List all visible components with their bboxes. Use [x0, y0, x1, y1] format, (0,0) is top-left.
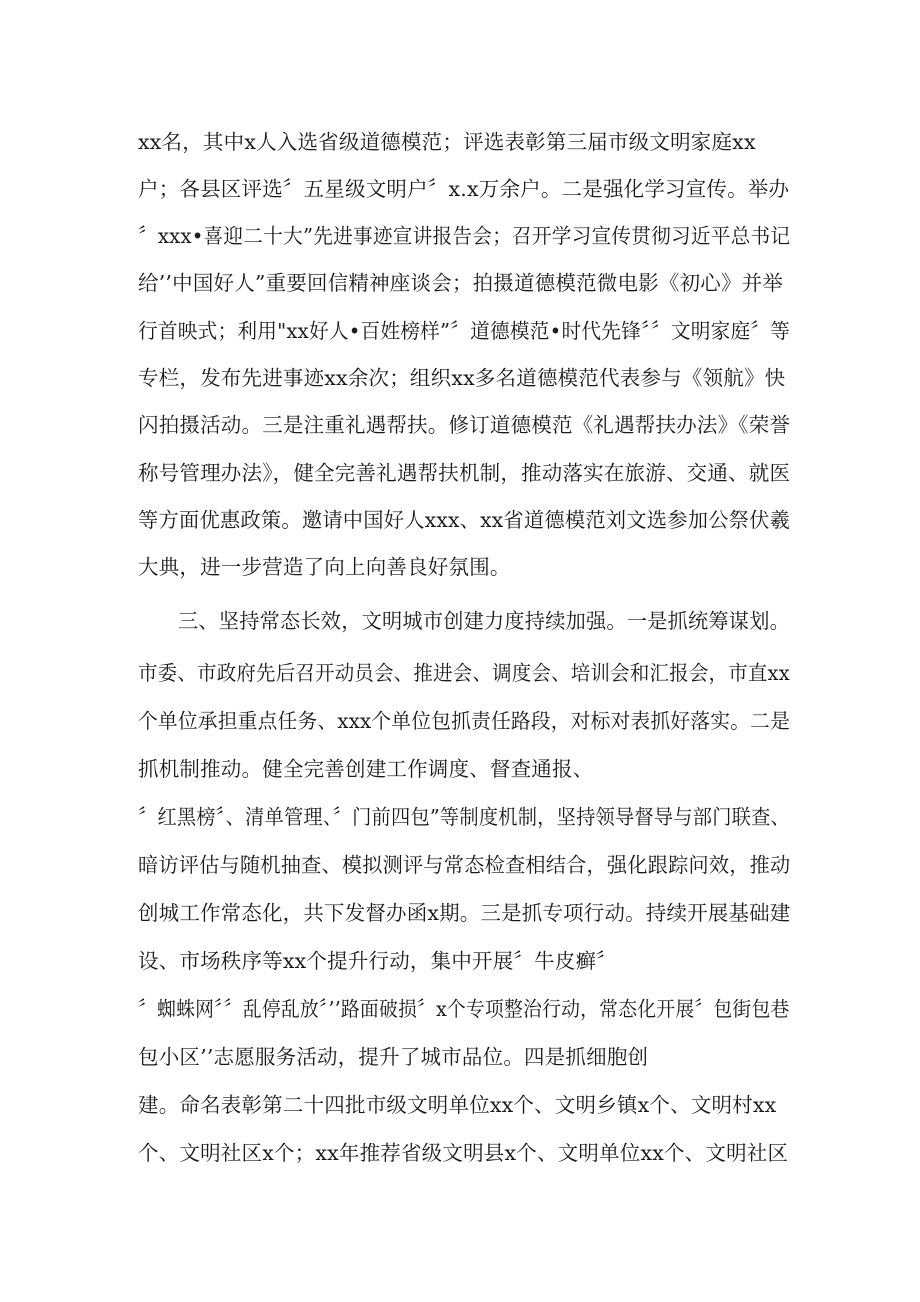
text-line-2: 户；各县区评选〞五星级文明户〞x.x万余户。二是强化学习宣传。举办	[138, 177, 790, 201]
text-line-7: 闪拍摄活动。三是注重礼遇帮扶。修订道德模范《礼遇帮扶办法》《荣誉	[138, 413, 791, 437]
text-line-14: 抓机制推动。健全完善创建工作调度、督查通报、	[138, 757, 594, 781]
text-line-10: 大典，进一步营造了向上向善良好氛围。	[138, 555, 511, 579]
section-heading-three: 三、坚持常态长效，文明城市创建力度持续加强。一是抓统筹谋划。	[178, 609, 790, 633]
text-line-13: 个单位承担重点任务、xxx个单位包抓责任路段，对标对表抓好落实。二是	[138, 709, 791, 733]
text-line-17: 创城工作常态化，共下发督办函x期。三是抓专项行动。持续开展基础建	[138, 901, 791, 925]
text-line-1: xx名，其中x人入选省级道德模范；评选表彰第三届市级文明家庭xx	[138, 130, 756, 154]
text-line-16: 暗访评估与随机抽查、模拟测评与常态检查相结合，强化跟踪问效，推动	[138, 853, 791, 877]
text-line-4: 给’’中国好人”重要回信精神座谈会；拍摄道德模范微电影《初心》并举	[138, 271, 784, 295]
text-line-8: 称号管理办法》，健全完善礼遇帮扶机制，推动落实在旅游、交通、就医	[138, 461, 791, 485]
text-line-18: 设、市场秩序等xx个提升行动，集中开展〞牛皮癣〞	[138, 949, 617, 973]
text-line-19: 〞蜘蛛网〞〞乱停乱放〞’’路面破损〞x个专项整治行动，常态化开展〞包街包巷	[138, 997, 790, 1021]
text-line-12: 市委、市政府先后召开动员会、推进会、调度会、培训会和汇报会，市直xx	[138, 661, 790, 685]
text-line-9: 等方面优惠政策。邀请中国好人xxx、xx省道德模范刘文选参加公祭伏羲	[138, 508, 791, 532]
text-line-15: 〞红黑榜〞、清单管理、〞门前四包”等制度机制，坚持领导督导与部门联查、	[138, 805, 790, 829]
text-line-21: 建。命名表彰第二十四批市级文明单位xx个、文明乡镇x个、文明村xx	[138, 1093, 777, 1117]
text-line-6: 专栏，发布先进事迹xx余次；组织xx多名道德模范代表参与《领航》快	[138, 366, 786, 390]
text-line-3: 〞xxx•喜迎二十大”先进事迹宣讲报告会；召开学习宣传贯彻习近平总书记	[138, 224, 791, 248]
text-line-5: 行首映式；利用"xx好人•百姓榜样”〞道德模范•时代先锋〞〞文明家庭〞等	[138, 319, 791, 343]
text-line-20: 包小区’’志愿服务活动，提升了城市品位。四是抓细胞创	[138, 1045, 649, 1069]
text-line-22: 个、文明社区x个；xx年推荐省级文明县x个、文明单位xx个、文明社区	[138, 1141, 789, 1165]
